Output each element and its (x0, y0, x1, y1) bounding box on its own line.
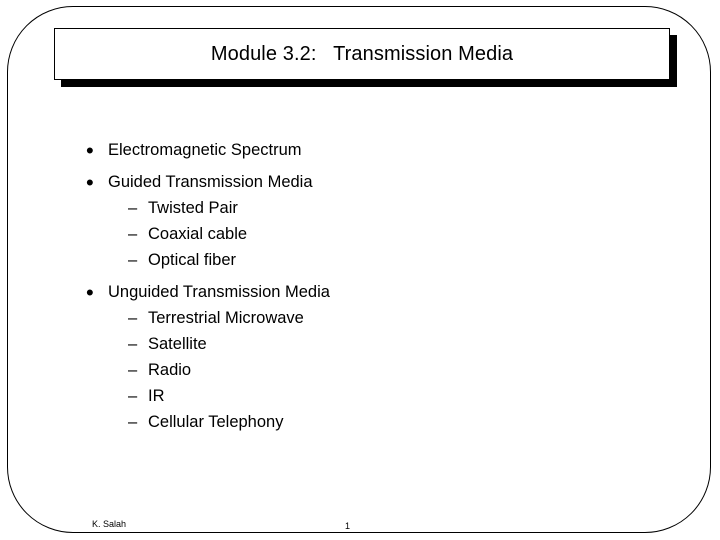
bullet-item-unguided-media: Unguided Transmission Media (108, 283, 330, 301)
subitem-coaxial-cable: Coaxial cable (148, 225, 248, 243)
bullet-icon: • (86, 280, 94, 305)
subitem-twisted-pair: Twisted Pair (148, 199, 238, 217)
subitem-satellite: Satellite (148, 335, 207, 353)
subitem-terrestrial-microwave: Terrestrial Microwave (148, 309, 304, 327)
bullet-icon: • (86, 138, 94, 163)
dash-icon: – (128, 335, 138, 353)
bullet-item-electromagnetic-spectrum: Electromagnetic Spectrum (108, 141, 302, 159)
footer-page-number: 1 (345, 521, 351, 531)
subitem-optical-fiber: Optical fiber (148, 251, 237, 269)
bullet-item-guided-media: Guided Transmission Media (108, 173, 313, 191)
dash-icon: – (128, 413, 138, 431)
dash-icon: – (128, 309, 138, 327)
dash-icon: – (128, 251, 138, 269)
bullet-icon: • (86, 170, 94, 195)
dash-icon: – (128, 199, 138, 217)
subitem-ir: IR (148, 387, 165, 405)
subitem-cellular-telephony: Cellular Telephony (148, 413, 284, 431)
footer-author: K. Salah (92, 519, 127, 529)
dash-icon: – (128, 361, 138, 379)
dash-icon: – (128, 225, 138, 243)
dash-icon: – (128, 387, 138, 405)
slide-title: Module 3.2: Transmission Media (210, 42, 514, 65)
subitem-radio: Radio (148, 361, 192, 379)
